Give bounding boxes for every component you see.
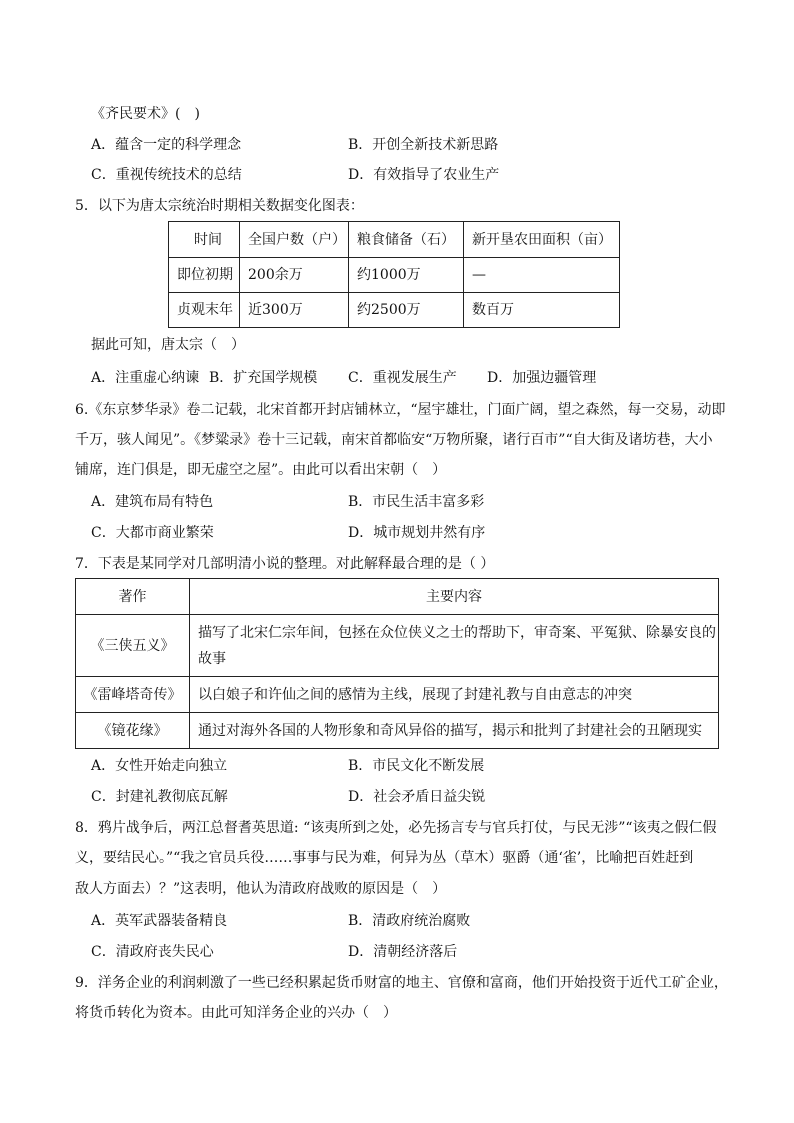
q7-novels-table [75,578,719,749]
q8-stem-line: 义，要结民心。”“我之官员兵役……事事与民为难，何异为丛（草木）驱爵（通‘雀’，比喻把百姓赶到 [75,850,694,866]
q4-option-d: D．有效指导了农业生产 [348,167,500,183]
q6-option-a: A．建筑布局有特色 [91,494,214,510]
q5-cell: — [464,258,620,293]
q7-option-a: A．女性开始走向独立 [91,758,228,774]
q5-cell: 数百万 [464,293,620,328]
q7-content-line: 故事 [198,650,226,667]
q7-cell-content: 以白娘子和许仙之间的感情为主线，展现了封建礼教与自由意志的冲突 [190,677,719,713]
q6-option-d: D．城市规划井然有序 [348,525,486,541]
q5-option-c: C．重视发展生产 [348,370,457,386]
q9-stem-line: 将货币转化为资本。由此可知洋务企业的兴办（ ） [75,1005,397,1021]
q5-cell: 近300万 [240,293,349,328]
q6-option-b: B．市民生活丰富多彩 [348,494,485,510]
q5-cell: 约2500万 [349,293,464,328]
q5-cell: 即位初期 [169,258,240,293]
q7-header-content: 主要内容 [190,579,719,615]
q7-cell-content: 通过对海外各国的人物形象和奇风异俗的描写，揭示和批判了封建社会的丑陋现实 [190,713,719,749]
q5-header-time: 时间 [169,222,240,258]
q7-cell-title: 《三侠五义》 [76,615,190,677]
q8-option-a: A．英军武器装备精良 [91,913,228,929]
q7-stem: 7．下表是某同学对几部明清小说的整理。对此解释最合理的是（ ） [75,556,495,572]
q5-header-households: 全国户数（户） [240,222,349,258]
q4-option-a: A．蕴含一定的科学理念 [91,137,242,153]
q4-option-c: C．重视传统技术的总结 [91,167,242,183]
q5-header-farmland: 新开垦农田面积（亩） [464,222,620,258]
q5-cell: 200余万 [240,258,349,293]
q8-option-d: D．清朝经济落后 [348,944,458,960]
q7-cell-title: 《镜花缘》 [76,713,190,749]
q5-cell: 贞观末年 [169,293,240,328]
q5-data-table [168,221,620,328]
q6-stem-line: 6.《东京梦华录》卷二记载，北宋首都开封店铺林立，“屋宇雄壮，门面广阔，望之森然，每一交易，动即 [75,402,726,418]
q8-option-c: C．清政府丧失民心 [91,944,214,960]
q6-stem-line: 铺席，连门俱是，即无虚空之屋”。由此可以看出宋朝（ ） [75,462,447,478]
q7-option-d: D．社会矛盾日益尖锐 [348,789,486,805]
q7-header-work: 著作 [76,579,190,615]
q5-stem: 5．以下为唐太宗统治时期相关数据变化图表： [75,198,364,214]
q7-cell-title: 《雷峰塔奇传》 [76,677,190,713]
q4-option-b: B．开创全新技术新思路 [348,137,499,153]
q9-stem-line: 9．洋务企业的利润刺激了一些已经积累起货币财富的地主、官僚和富商，他们开始投资于近代工矿企业， [75,975,728,991]
q5-cell: 约1000万 [349,258,464,293]
q7-option-c: C．封建礼教彻底瓦解 [91,789,228,805]
q5-option-d: D．加强边疆管理 [487,370,597,386]
q5-option-b: B．扩充国学规模 [209,370,318,386]
q5-header-grain: 粮食储备（石） [349,222,464,258]
q4-stem: 《齐民要术》( ) [91,106,200,122]
q6-stem-line: 千万，骇人闻见”。《梦粱录》卷十三记载，南宋首都临安“万物所聚，诸行百市”“自大街及诸坊巷，大小 [75,432,713,448]
q8-option-b: B．清政府统治腐败 [348,913,471,929]
q8-stem-line: 8．鸦片战争后，两江总督耆英思道: “该夷所到之处，必先扬言专与官兵打仗，与民无涉”“该夷之假仁假 [75,820,717,836]
q5-question: 据此可知，唐太宗（ ） [91,337,245,353]
q6-option-c: C．大都市商业繁荣 [91,525,214,541]
q7-option-b: B．市民文化不断发展 [348,758,485,774]
q5-option-a: A．注重虚心纳谏 [91,370,200,386]
q7-cell-content [190,615,719,677]
q8-stem-line: 敌人方面去）？”这表明，他认为清政府战败的原因是（ ） [75,881,447,897]
q7-content-line: 描写了北宋仁宗年间，包拯在众位侠义之士的帮助下，审奇案、平冤狱、除暴安良的 [198,624,716,641]
